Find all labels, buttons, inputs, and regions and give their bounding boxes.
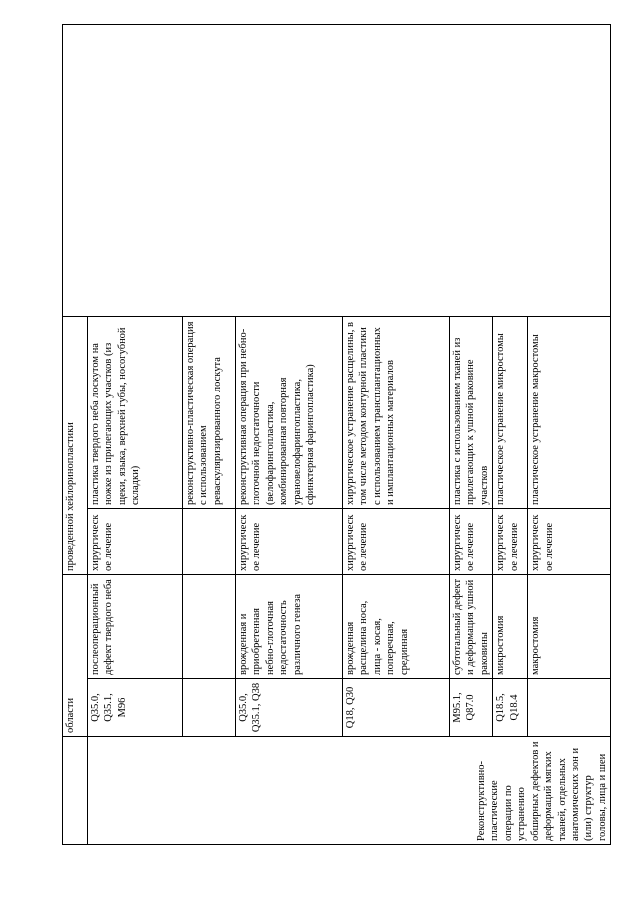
- diagnosis-cell: субтотальный дефект и деформация ушной раковины: [450, 574, 493, 678]
- method-cell: реконструктивно-пластическая операция с использованием реваскуляризированного лоскута: [183, 316, 236, 508]
- group-cell-text: Реконструктивно-пластические операции по устранению обширных дефектов и деформаций мягких тканей, отдельных анатомических зон и (или) структур головы, лица и шеи: [475, 741, 608, 841]
- diagnosis-cell: микростомия: [493, 574, 528, 678]
- table-row-continuation: [63, 24, 88, 844]
- group-cell-continued: [63, 737, 88, 845]
- region-cell: области: [63, 574, 88, 736]
- treatment-cell: хирургическое лечение: [88, 508, 183, 574]
- diagnosis-cell: врожденная и приобретенная небно-глоточная недостаточность различного генеза: [236, 574, 343, 678]
- method-cell: пластическое устранение макростомы: [528, 316, 611, 508]
- group-cell: [88, 737, 611, 845]
- diagnosis-cell: врожденная расщелина носа, лица - косая, поперечная, срединная: [343, 574, 450, 678]
- codes-cell-empty: [183, 679, 236, 737]
- diagnosis-cell: послеоперационный дефект твердого неба: [88, 574, 183, 678]
- treatment-cell: хирургическое лечение: [343, 508, 450, 574]
- method-cell: пластическое устранение микростомы: [493, 316, 528, 508]
- treatment-cell-empty: [183, 508, 236, 574]
- previous-diagnosis-cell: проведенной хейлоринопластики: [63, 316, 88, 574]
- method-cell: пластика с использованием тканей из прилегающих к ушной раковине участков: [450, 316, 493, 508]
- codes-cell-empty: [528, 679, 611, 737]
- treatment-cell: хирургическое лечение: [528, 508, 611, 574]
- codes-cell: Q18, Q30: [343, 679, 450, 737]
- treatment-cell: хирургическое лечение: [493, 508, 528, 574]
- rotated-table-container: [62, 25, 608, 845]
- treatment-cell: хирургическое лечение: [236, 508, 343, 574]
- method-cell: хирургическое устранение расщелины, в том числе методом контурной пластики с использованием трансплантационных и имплантационных материалов: [343, 316, 450, 508]
- diagnosis-cell: макростомия: [528, 574, 611, 678]
- codes-cell: M95.1, Q87.0: [450, 679, 493, 737]
- codes-cell: Q18.5, Q18.4: [493, 679, 528, 737]
- codes-cell: Q35.0, Q35.1, M96: [88, 679, 183, 737]
- diagnosis-cell-empty: [183, 574, 236, 678]
- method-cell: пластика твердого неба лоскутом на ножке из прилегающих участков (из щеки, языка, верхней губы, носогубной складки): [88, 316, 183, 508]
- codes-cell: Q35.0, Q35.1, Q38: [236, 679, 343, 737]
- procedures-table: [62, 24, 611, 845]
- treatment-cell: хирургическое лечение: [450, 508, 493, 574]
- right-blank-cell: [63, 24, 611, 316]
- method-cell: реконструктивная операция при небно-глоточной недостаточности (велофарингопластика, комбинированная повторная урановелофарингопластика, сфинктерная фарингопластика): [236, 316, 343, 508]
